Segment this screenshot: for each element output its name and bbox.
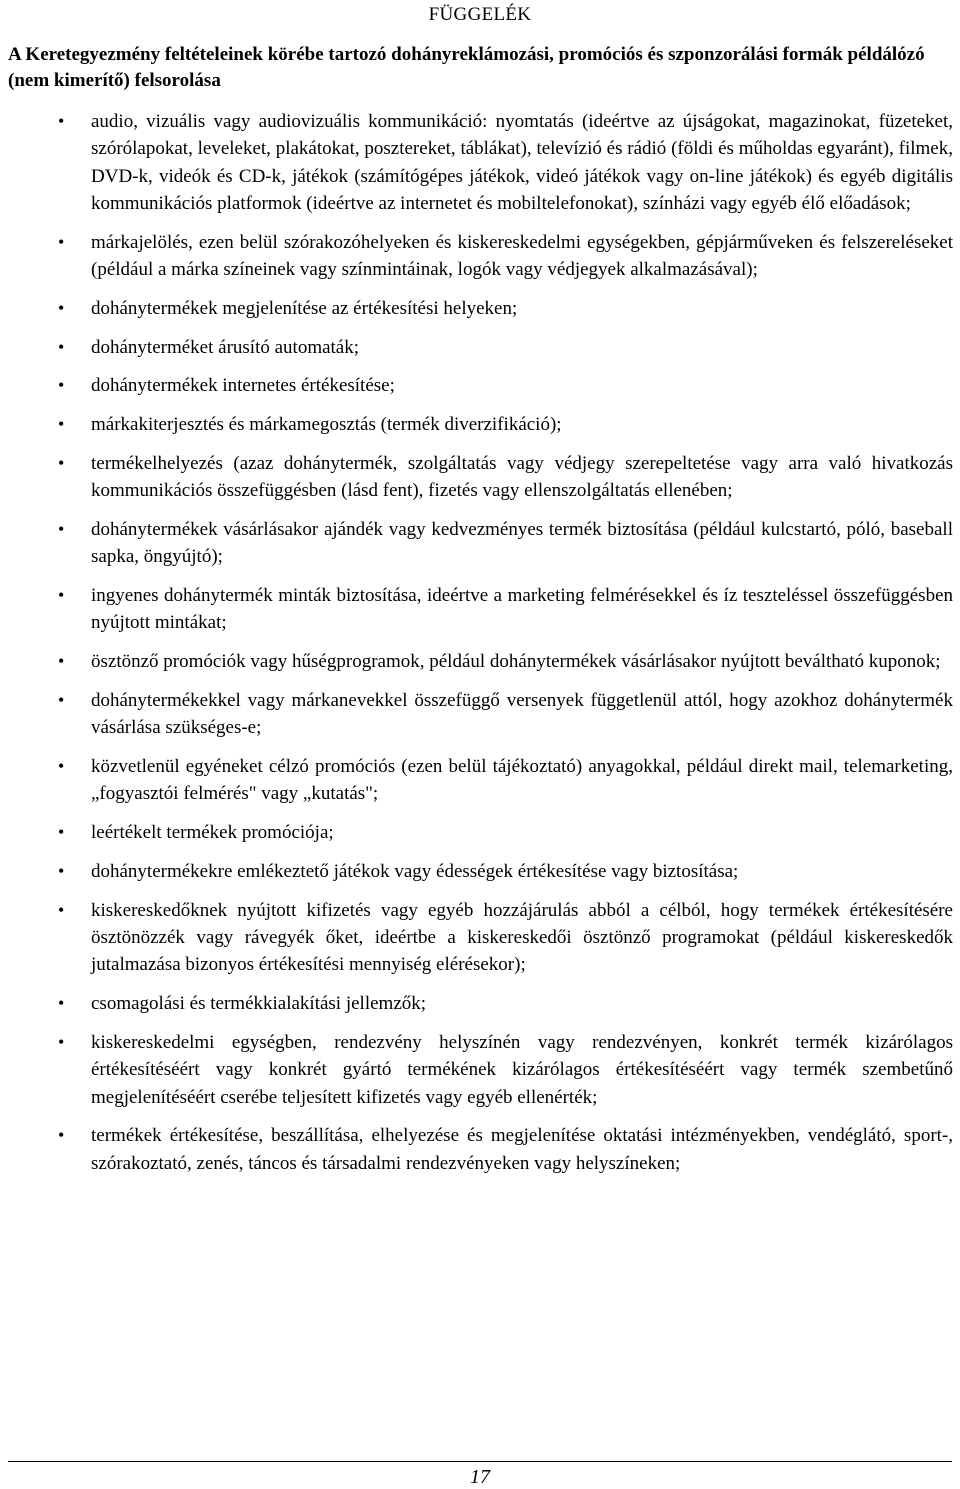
list-item [0,229,960,284]
bullet-icon: • [58,297,65,318]
list-item [0,334,960,361]
bullet-icon: • [58,651,65,672]
list-item [0,1122,960,1177]
list-item [0,1029,960,1111]
bullet-icon: • [58,111,65,131]
list-item [0,516,960,571]
list-item [0,897,960,979]
list-item-text: kiskereskedőknek nyújtott kifizetés vagy egyéb hozzájárulás abból a célból, hogy termékek értékesítésére ösztönözzék vagy rávegyék őket, ideértbe a kiskereskedői ösztönző programokat (például kiskereskedők jutalmazása bizonyos értékesítési mennyiség elérésekor); [91,899,953,976]
list-item-text: dohánytermékekre emlékeztető játékok vagy édességek értékesítése vagy biztosítása; [91,861,739,883]
bullet-icon: • [58,899,65,920]
list-item [0,372,960,399]
bullet-icon: • [58,336,65,357]
list-item-text: termékek értékesítése, beszállítása, elhelyezése és megjelenítése oktatási intézményekben, vendéglátó, sport-, szórakoztató, zenés, táncos és társadalmi rendezvényeken vagy helyszíneken; [91,1125,953,1174]
page-number: 17 [470,1466,490,1488]
list-item [0,858,960,885]
list-item [0,819,960,846]
list-item-text: dohánytermékek megjelenítése az értékesítési helyeken; [91,297,518,319]
bullet-icon: • [58,519,65,540]
list-item [0,753,960,808]
list-item [0,411,960,438]
list-item-text: csomagolási és termékkialakítási jellemzők; [91,993,427,1015]
appendix-title: FÜGGELÉK [428,4,532,25]
bullet-icon: • [58,585,65,606]
bullet-icon: • [58,822,65,843]
list-item [0,582,960,637]
bullet-icon: • [58,1032,65,1053]
list-item [0,990,960,1017]
list-item-text: termékelhelyezés (azaz dohánytermék, szolgáltatás vagy védjegy szerepeltetése vagy arra való hivatkozás kommunikációs összefüggésben (lásd fent), fizetés vagy ellenszolgáltatás ellenében; [91,452,953,502]
bullet-icon: • [58,993,65,1014]
list-item-text: dohánytermékek vásárlásakor ajándék vagy kedvezményes termék biztosítása (például kulcstartó, póló, baseball sapka, öngyújtó); [91,519,953,568]
list-item-text: ösztönző promóciók vagy hűségprogramok, például dohánytermékek vásárlásakor nyújtott beváltható kuponok; [91,651,941,673]
footer-divider [8,1461,952,1462]
list-item [0,687,960,742]
bullet-icon: • [58,231,65,252]
list-item-text: márkajelölés, ezen belül szórakozóhelyeken és kiskereskedelmi egységekben, gépjárműveken és felszereléseket (például a márka színeinek vagy színmintáinak, logók vagy védjegyek alkalmazásával); [91,231,953,280]
list-item-text: audio, vizuális vagy audiovizuális kommunikáció: nyomtatás (ideértve az újságokat, magazinokat, füzeteket, szórólapokat, leveleket, plakátokat, posztereket, táblákat), televízió és rádió (földi és műholdas egyaránt), filmek, DVD-k, videók és CD-k, játékok (számítógépes játékok, videó játékok vagy on-line játékok) és egyéb digitális kommunikációs platformok (ideértve az internetet és mobiltelefonokat), színházi vagy egyéb élő előadások; [91,111,953,214]
list-item-text: dohánytermékek internetes értékesítése; [91,375,395,397]
bullet-icon: • [58,756,65,777]
list-item-text: közvetlenül egyéneket célzó promóciós (ezen belül tájékoztató) anyagokkal, például direkt mail, telemarketing, „fogyasztói felmérés" vagy „kutatás"; [91,756,953,805]
list-item-text: ingyenes dohánytermék minták biztosítása, ideértve a marketing felmérésekkel és íz teszteléssel összefüggésben nyújtott mintákat; [91,585,953,634]
bullet-icon: • [58,1125,65,1146]
list-item-text: leértékelt termékek promóciója; [91,822,334,844]
list-item [0,648,960,675]
list-item-text: dohánytermékekkel vagy márkanevekkel összefüggő versenyek függetlenül attól, hogy azokhoz dohánytermék vásárlása szükséges-e; [91,690,953,739]
form-list [0,108,960,1189]
list-item [0,450,960,505]
bullet-icon: • [58,690,65,711]
bullet-icon: • [58,452,65,473]
section-heading: A Keretegyezmény feltételeinek körébe tartozó dohányreklámozási, promóciós és szponzorálási formák példálózó (nem kimerítő) felsorolása [8,44,925,91]
bullet-icon: • [58,414,65,435]
list-item [0,295,960,322]
bullet-icon: • [58,861,65,882]
list-item-text: márkakiterjesztés és márkamegosztás (termék diverzifikáció); [91,414,562,436]
bullet-icon: • [58,375,65,396]
list-item [0,108,960,217]
list-item-text: kiskereskedelmi egységben, rendezvény helyszínén vagy rendezvényen, konkrét termék kizárólagos értékesítéséért vagy konkrét gyártó termékének kizárólagos értékesítéséért vagy termék szembetűnő megjelenítéséért cserébe teljesített kifizetés vagy egyéb ellenérték; [91,1032,953,1108]
list-item-text: dohányterméket árusító automaták; [91,336,360,358]
